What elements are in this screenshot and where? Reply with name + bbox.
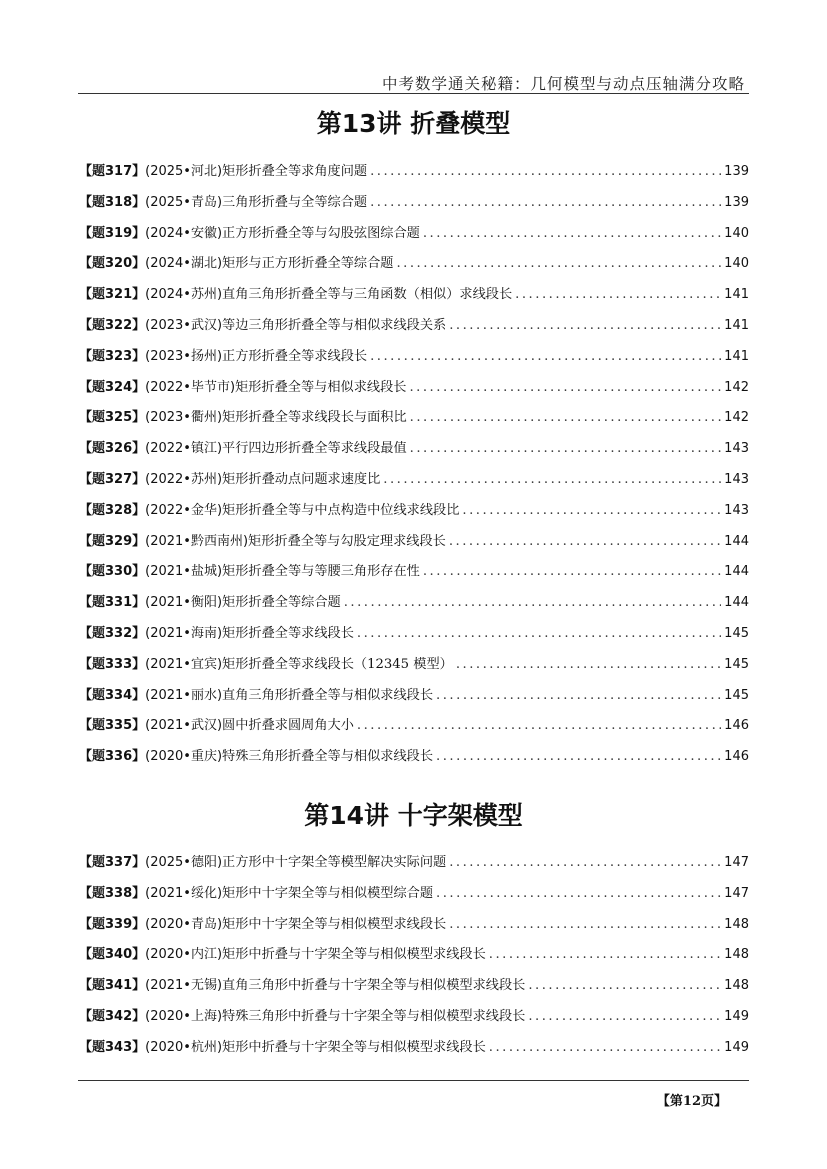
toc-entry-title: 特殊三角形折叠全等与相似求线段长 (222, 749, 434, 765)
toc-entry-id: 【题330】 (79, 564, 146, 580)
toc-entry-source: (2022•毕节市) (145, 379, 236, 395)
toc-entry-title: 矩形中折叠与十字架全等与相似模型求线段长 (222, 1039, 486, 1055)
toc-entry-source: (2021•宜宾) (145, 656, 223, 672)
toc-entry[interactable] (79, 944, 749, 966)
toc-entry-page: 143 (724, 472, 749, 487)
dot-leader (462, 500, 721, 522)
toc-entry-page: 146 (724, 718, 749, 734)
toc-entry-title: 三角形折叠与全等综合题 (222, 194, 368, 210)
dot-leader (370, 161, 721, 183)
toc-entry[interactable] (79, 531, 749, 553)
toc-entry-page: 147 (724, 855, 749, 870)
toc-entry-page: 144 (724, 595, 749, 611)
toc-entry[interactable] (79, 284, 749, 306)
dot-leader (370, 346, 721, 368)
dot-leader (423, 223, 721, 245)
toc-entry-title: 圆中折叠求圆周角大小 (222, 718, 354, 734)
toc-entry-page: 141 (724, 318, 749, 333)
toc-entry-page: 142 (724, 410, 749, 426)
toc-entry[interactable] (79, 469, 749, 491)
toc-entry-page: 139 (724, 164, 749, 179)
toc-entry-source: (2020•重庆) (145, 749, 223, 765)
toc-entry-page: 139 (724, 194, 749, 210)
toc-entry-id: 【题336】 (79, 749, 146, 765)
toc-entry-title: 正方形折叠全等与勾股弦图综合题 (222, 225, 420, 241)
toc-entry-page: 143 (724, 502, 749, 518)
toc-entry[interactable] (79, 685, 749, 707)
toc-entry-title: 矩形折叠全等求角度问题 (222, 164, 368, 179)
toc-entry[interactable] (79, 315, 749, 337)
toc-entry[interactable] (79, 852, 749, 874)
toc-entry-page: 144 (724, 564, 749, 580)
dot-leader (489, 1037, 721, 1059)
dot-leader (436, 685, 721, 707)
toc-entry-source: (2025•青岛) (145, 194, 223, 210)
toc-entry[interactable] (79, 192, 749, 214)
toc-entry-title: 矩形折叠全等求线段长（12345 模型） (222, 656, 453, 672)
toc-entry-id: 【题319】 (79, 225, 146, 241)
dot-leader (449, 852, 721, 874)
toc-entry-page: 141 (724, 287, 749, 303)
toc-entry-title: 矩形中折叠与十字架全等与相似模型求线段长 (222, 947, 486, 963)
toc-entry-source: (2021•海南) (145, 626, 223, 641)
toc-entry-source: (2022•苏州) (145, 472, 223, 487)
toc-entry-source: (2023•扬州) (145, 348, 223, 364)
toc-entry-source: (2022•金华) (145, 502, 223, 518)
toc-entry[interactable] (79, 1006, 749, 1028)
toc-entry-id: 【题340】 (79, 947, 146, 963)
toc-entry[interactable] (79, 592, 749, 614)
toc-entry-page: 146 (724, 749, 749, 765)
dot-leader (357, 715, 721, 737)
toc-entry-id: 【题322】 (79, 318, 146, 333)
toc-entry-title: 矩形中十字架全等与相似模型综合题 (222, 885, 434, 901)
toc-entry-source: (2025•德阳) (145, 855, 223, 870)
toc-entry[interactable] (79, 407, 749, 429)
dot-leader (449, 315, 721, 337)
toc-entry-page: 143 (724, 441, 749, 457)
toc-entry-id: 【题331】 (79, 595, 146, 611)
toc-entry-source: (2020•上海) (145, 1009, 223, 1024)
toc-entry[interactable] (79, 1037, 749, 1059)
toc-entry-title: 矩形折叠全等与中点构造中位线求线段比 (222, 502, 460, 518)
toc-entry-page: 148 (724, 916, 749, 932)
toc-entry-title: 矩形折叠全等与勾股定理求线段长 (248, 533, 446, 549)
dot-leader (528, 975, 721, 997)
toc-entry-source: (2021•盐城) (145, 564, 223, 580)
toc-entry[interactable] (79, 715, 749, 737)
toc-entry-title: 矩形折叠全等综合题 (222, 595, 341, 611)
toc-entry-source: (2020•杭州) (145, 1039, 223, 1055)
toc-entry-title: 矩形折叠全等求线段长与面积比 (222, 410, 407, 426)
toc-entry[interactable] (79, 346, 749, 368)
toc-entry-id: 【题337】 (79, 855, 146, 870)
toc-entry-title: 平行四边形折叠全等求线段最值 (222, 441, 407, 457)
dot-leader (344, 592, 721, 614)
toc-entry-source: (2023•衢州) (145, 410, 223, 426)
dot-leader (515, 284, 721, 306)
dot-leader (410, 438, 722, 460)
toc-entry-source: (2023•武汉) (145, 318, 223, 333)
toc-entry-page: 145 (724, 656, 749, 672)
dot-leader (528, 1006, 721, 1028)
toc-entry[interactable] (79, 975, 749, 997)
toc-entry-id: 【题343】 (79, 1039, 146, 1055)
toc-entry-id: 【题332】 (79, 626, 146, 641)
toc-entry-page: 145 (724, 687, 749, 703)
toc-entry-title: 矩形折叠全等与等腰三角形存在性 (222, 564, 420, 580)
toc-entry-title: 等边三角形折叠全等与相似求线段关系 (222, 318, 447, 333)
toc-entry-id: 【题341】 (79, 978, 146, 994)
dot-leader (410, 407, 722, 429)
dot-leader (409, 377, 721, 399)
toc-entry-source: (2024•湖北) (145, 256, 223, 272)
toc-entry-source: (2021•衡阳) (145, 595, 223, 611)
section-title-13: 第13讲 折叠模型 (316, 109, 511, 138)
toc-entry-page: 149 (724, 1039, 749, 1055)
toc-entry-title: 矩形折叠全等与相似求线段长 (235, 379, 407, 395)
toc-entry-source: (2021•无锡) (145, 978, 223, 994)
toc-entry-page: 148 (724, 978, 749, 994)
toc-entry-title: 矩形与正方形折叠全等综合题 (222, 256, 394, 272)
toc-entry-source: (2021•黔西南州) (145, 533, 249, 549)
toc-entry-id: 【题317】 (79, 164, 146, 179)
dot-leader (456, 654, 721, 676)
toc-entry-source: (2020•青岛) (145, 916, 223, 932)
toc-entry-title: 正方形折叠全等求线段长 (222, 348, 368, 364)
dot-leader (449, 914, 721, 936)
running-header-title: 中考数学通关秘籍：几何模型与动点压轴满分攻略 (381, 75, 745, 93)
toc-entry-page: 148 (724, 947, 749, 963)
dot-leader (489, 944, 721, 966)
toc-entry[interactable] (79, 223, 749, 245)
dot-leader (436, 883, 721, 905)
toc-entry[interactable] (79, 654, 749, 676)
toc-entry-id: 【题321】 (79, 287, 146, 303)
toc-entry-id: 【题327】 (79, 472, 146, 487)
toc-entry-title: 直角三角形折叠全等与三角函数（相似）求线段长 (222, 287, 513, 303)
toc-entry-title: 矩形折叠动点问题求速度比 (222, 472, 381, 487)
toc-entry-id: 【题326】 (79, 441, 146, 457)
dot-leader (449, 531, 721, 553)
toc-entry-id: 【题338】 (79, 885, 146, 901)
toc-entry[interactable] (79, 377, 749, 399)
toc-entry-source: (2021•武汉) (145, 718, 223, 734)
toc-entry-id: 【题339】 (79, 916, 146, 932)
toc-entry-id: 【题325】 (79, 410, 146, 426)
toc-entry-id: 【题333】 (79, 656, 146, 672)
header-divider (78, 93, 749, 94)
toc-entry[interactable] (79, 161, 749, 183)
toc-entry-page: 140 (724, 256, 749, 272)
toc-entry[interactable] (79, 253, 749, 275)
toc-entry-source: (2024•苏州) (145, 287, 223, 303)
dot-leader (396, 253, 721, 275)
toc-entry-id: 【题329】 (79, 533, 146, 549)
toc-entry-page: 149 (724, 1009, 749, 1024)
toc-entry-title: 直角三角形折叠全等与相似求线段长 (222, 687, 434, 703)
toc-entry-page: 142 (724, 379, 749, 395)
toc-entry-page: 144 (724, 533, 749, 549)
toc-entry[interactable] (79, 883, 749, 905)
toc-entry-source: (2024•安徽) (145, 225, 223, 241)
toc-entry-id: 【题323】 (79, 348, 146, 364)
toc-entry-id: 【题342】 (79, 1009, 146, 1024)
toc-entry-id: 【题318】 (79, 194, 146, 210)
toc-entry-id: 【题335】 (79, 718, 146, 734)
footer-divider (78, 1080, 749, 1081)
toc-entry[interactable] (79, 914, 749, 936)
toc-entry-title: 正方形中十字架全等模型解决实际问题 (222, 855, 447, 870)
page-number: 【第12页】 (656, 1094, 727, 1109)
toc-entry[interactable] (79, 623, 749, 645)
toc-entry-page: 140 (724, 225, 749, 241)
toc-entry-source: (2022•镇江) (145, 441, 223, 457)
toc-entry[interactable] (79, 438, 749, 460)
toc-entry-page: 147 (724, 885, 749, 901)
toc-entry-page: 141 (724, 348, 749, 364)
toc-entry-title: 特殊三角形中折叠与十字架全等与相似模型求线段长 (222, 1009, 526, 1024)
toc-entry-title: 矩形中十字架全等与相似模型求线段长 (222, 916, 447, 932)
toc-entry-source: (2020•内江) (145, 947, 223, 963)
toc-entry-title: 直角三角形中折叠与十字架全等与相似模型求线段长 (222, 978, 526, 994)
section-title-14: 第14讲 十字架模型 (304, 801, 523, 830)
toc-entry-id: 【题320】 (79, 256, 146, 272)
toc-entry-source: (2021•丽水) (145, 687, 223, 703)
toc-entry-id: 【题324】 (79, 379, 146, 395)
toc-entry-source: (2021•绥化) (145, 885, 223, 901)
toc-entry-id: 【题328】 (79, 502, 146, 518)
dot-leader (436, 746, 721, 768)
dot-leader (423, 561, 721, 583)
dot-leader (357, 623, 721, 645)
toc-entry-title: 矩形折叠全等求线段长 (222, 626, 354, 641)
toc-entry-page: 145 (724, 626, 749, 641)
toc-entry-id: 【题334】 (79, 687, 146, 703)
toc-entry[interactable] (79, 746, 749, 768)
dot-leader (370, 192, 721, 214)
toc-entry-source: (2025•河北) (145, 164, 223, 179)
toc-entry[interactable] (79, 500, 749, 522)
toc-entry[interactable] (79, 561, 749, 583)
dot-leader (383, 469, 721, 491)
